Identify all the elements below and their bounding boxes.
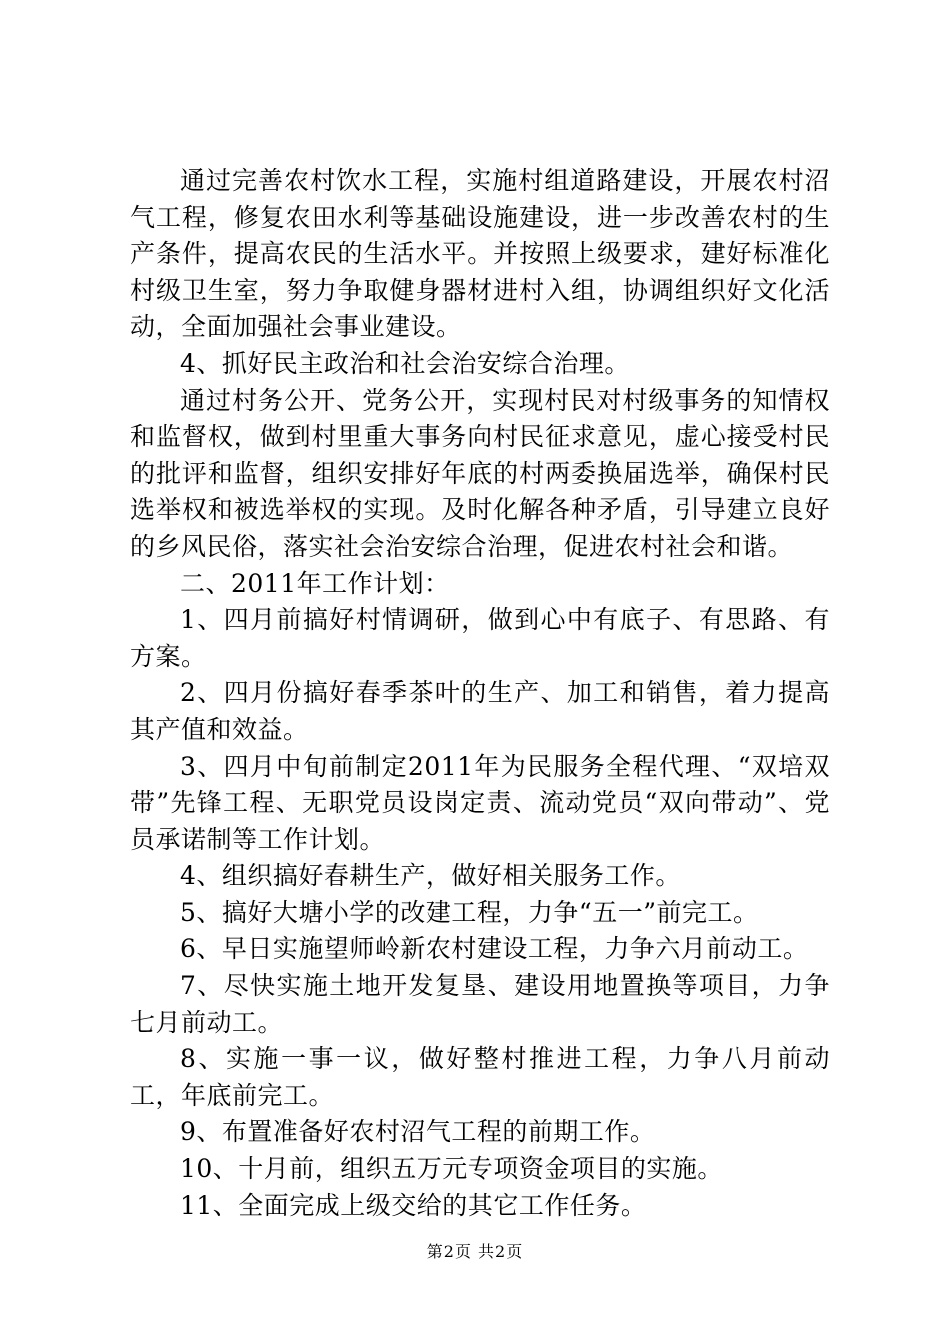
plan-item-10: 10、十月前，组织五万元专项资金项目的实施。: [180, 1154, 723, 1184]
plan-item-6: 6、早日实施望师岭新农村建设工程，力争六月前动工。: [180, 934, 809, 964]
paragraph-democratic-governance: 通过村务公开、党务公开，实现村民对村级事务的知情权和监督权，做到村里重大事务向村民征求意见，虚心接受村民的批评和监督，组织安排好年底的村两委换届选举，确保村民选举权和被选举权的实现。及时化解各种矛盾，引导建立良好的乡风民俗，落实社会治安综合治理，促进农村社会和谐。: [130, 385, 830, 561]
plan-item-9: 9、布置准备好农村沼气工程的前期工作。: [180, 1117, 656, 1147]
plan-item-11: 11、全面完成上级交给的其它工作任务。: [180, 1190, 647, 1220]
plan-item-8: 8、实施一事一议，做好整村推进工程，力争八月前动工，年底前完工。: [130, 1044, 830, 1110]
plan-item-7: 7、尽快实施土地开发复垦、建设用地置换等项目，力争七月前动工。: [130, 971, 830, 1037]
heading-democratic-governance: 4、抓好民主政治和社会治安综合治理。: [180, 348, 630, 378]
heading-2011-work-plan: 二、2011年工作计划：: [180, 568, 450, 598]
plan-item-4: 4、组织搞好春耕生产，做好相关服务工作。: [180, 861, 681, 891]
paragraph-social-development: 通过完善农村饮水工程，实施村组道路建设，开展农村沼气工程，修复农田水利等基础设施建设，进一步改善农村的生产条件，提高农民的生活水平。并按照上级要求，建好标准化村级卫生室，努力争取健身器材进村入组，协调组织好文化活动，全面加强社会事业建设。: [130, 166, 830, 342]
page-footer: 第2页 共2页: [426, 1242, 524, 1261]
plan-item-3: 3、四月中旬前制定2011年为民服务全程代理、“双培双带”先锋工程、无职党员设岗定责、流动党员“双向带动”、党员承诺制等工作计划。: [130, 751, 830, 854]
plan-item-5: 5、搞好大塘小学的改建工程，力争“五一”前完工。: [180, 897, 759, 927]
plan-item-2: 2、四月份搞好春季茶叶的生产、加工和销售，着力提高其产值和效益。: [130, 678, 830, 744]
document-body: [130, 163, 830, 1224]
plan-item-1: 1、四月前搞好村情调研，做到心中有底子、有思路、有方案。: [130, 605, 830, 671]
